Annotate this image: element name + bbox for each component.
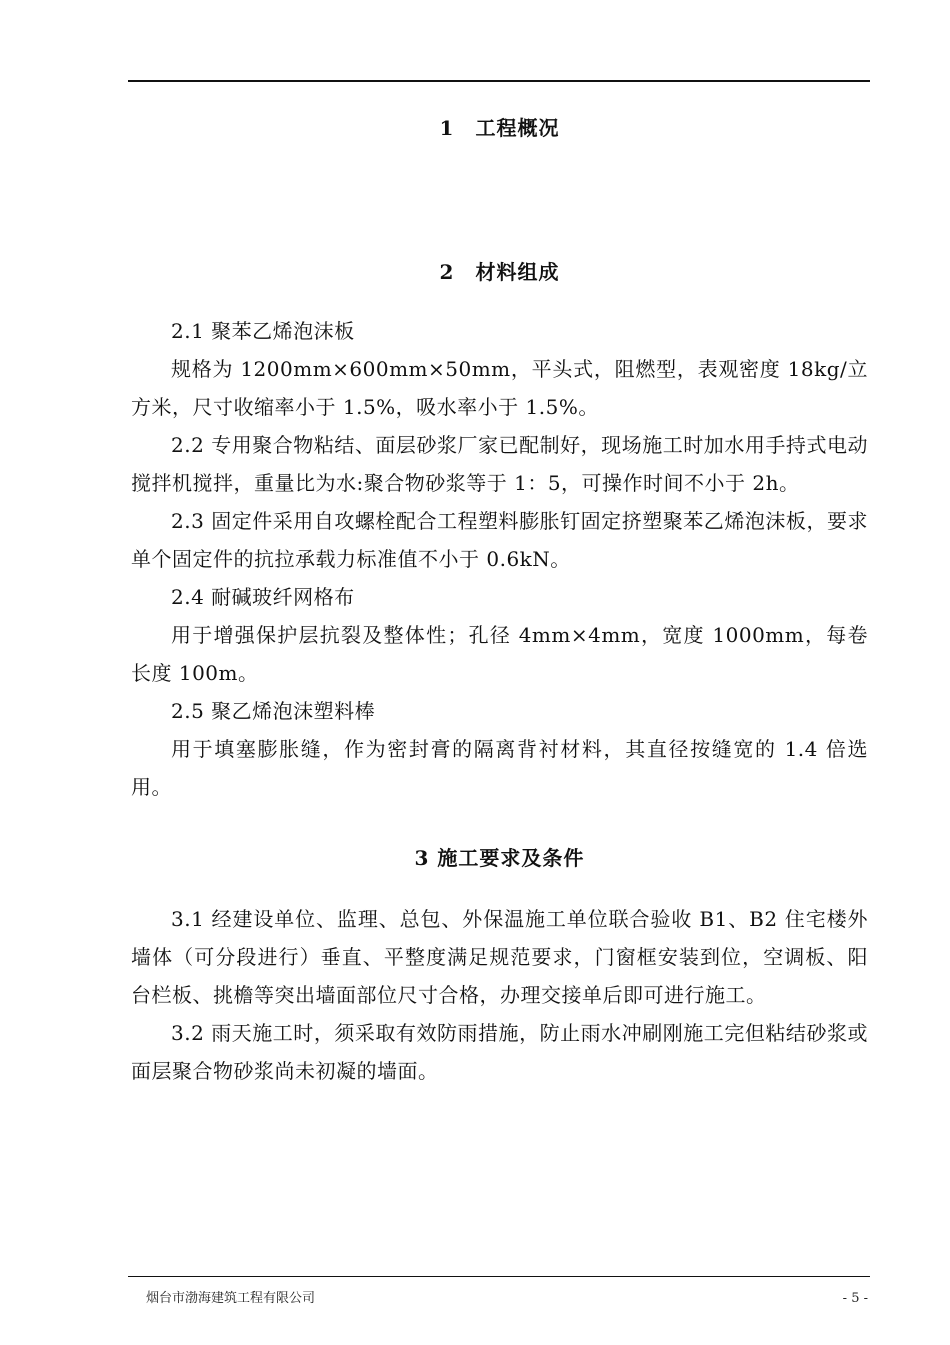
footer-page-number: - 5 - bbox=[842, 1291, 868, 1306]
page-content bbox=[131, 108, 868, 1090]
header-rule bbox=[128, 80, 870, 82]
section-2-1-heading: 2.1 聚苯乙烯泡沫板 bbox=[171, 319, 355, 343]
section-2-heading: 2 材料组成 bbox=[439, 260, 560, 284]
section-2-1-body: 规格为 1200mm×600mm×50mm，平头式，阻燃型，表观密度 18kg/立方米，尺寸收缩率小于 1.5%，吸水率小于 1.5%。 bbox=[131, 357, 868, 419]
section-2-4-body: 用于增强保护层抗裂及整体性；孔径 4mm×4mm，宽度 1000mm，每卷长度 100m。 bbox=[131, 623, 868, 685]
section-2-4-heading: 2.4 耐碱玻纤网格布 bbox=[171, 585, 355, 609]
footer-company: 烟台市渤海建筑工程有限公司 bbox=[146, 1291, 316, 1306]
section-2-3-body: 2.3 固定件采用自攻螺栓配合工程塑料膨胀钉固定挤塑聚苯乙烯泡沫板，要求单个固定件的抗拉承载力标准值不小于 0.6kN。 bbox=[131, 509, 868, 571]
section-2-5-body: 用于填塞膨胀缝，作为密封膏的隔离背衬材料，其直径按缝宽的 1.4 倍选用。 bbox=[131, 737, 868, 799]
section-2-2-body: 2.2 专用聚合物粘结、面层砂浆厂家已配制好，现场施工时加水用手持式电动搅拌机搅拌，重量比为水:聚合物砂浆等于 1：5，可操作时间不小于 2h。 bbox=[131, 433, 868, 495]
section-3-1-body: 3.1 经建设单位、监理、总包、外保温施工单位联合验收 B1、B2 住宅楼外墙体（可分段进行）垂直、平整度满足规范要求，门窗框安装到位，空调板、阳台栏板、挑檐等突出墙面部位尺寸合格，办理交接单后即可进行施工。 bbox=[131, 907, 868, 1007]
section-1-heading: 1 工程概况 bbox=[439, 116, 560, 140]
section-3-heading: 3 施工要求及条件 bbox=[414, 846, 585, 870]
footer-rule bbox=[128, 1276, 870, 1277]
section-2-5-heading: 2.5 聚乙烯泡沫塑料棒 bbox=[171, 699, 376, 723]
section-3-2-body: 3.2 雨天施工时，须采取有效防雨措施，防止雨水冲刷刚施工完但粘结砂浆或面层聚合物砂浆尚未初凝的墙面。 bbox=[131, 1021, 868, 1083]
